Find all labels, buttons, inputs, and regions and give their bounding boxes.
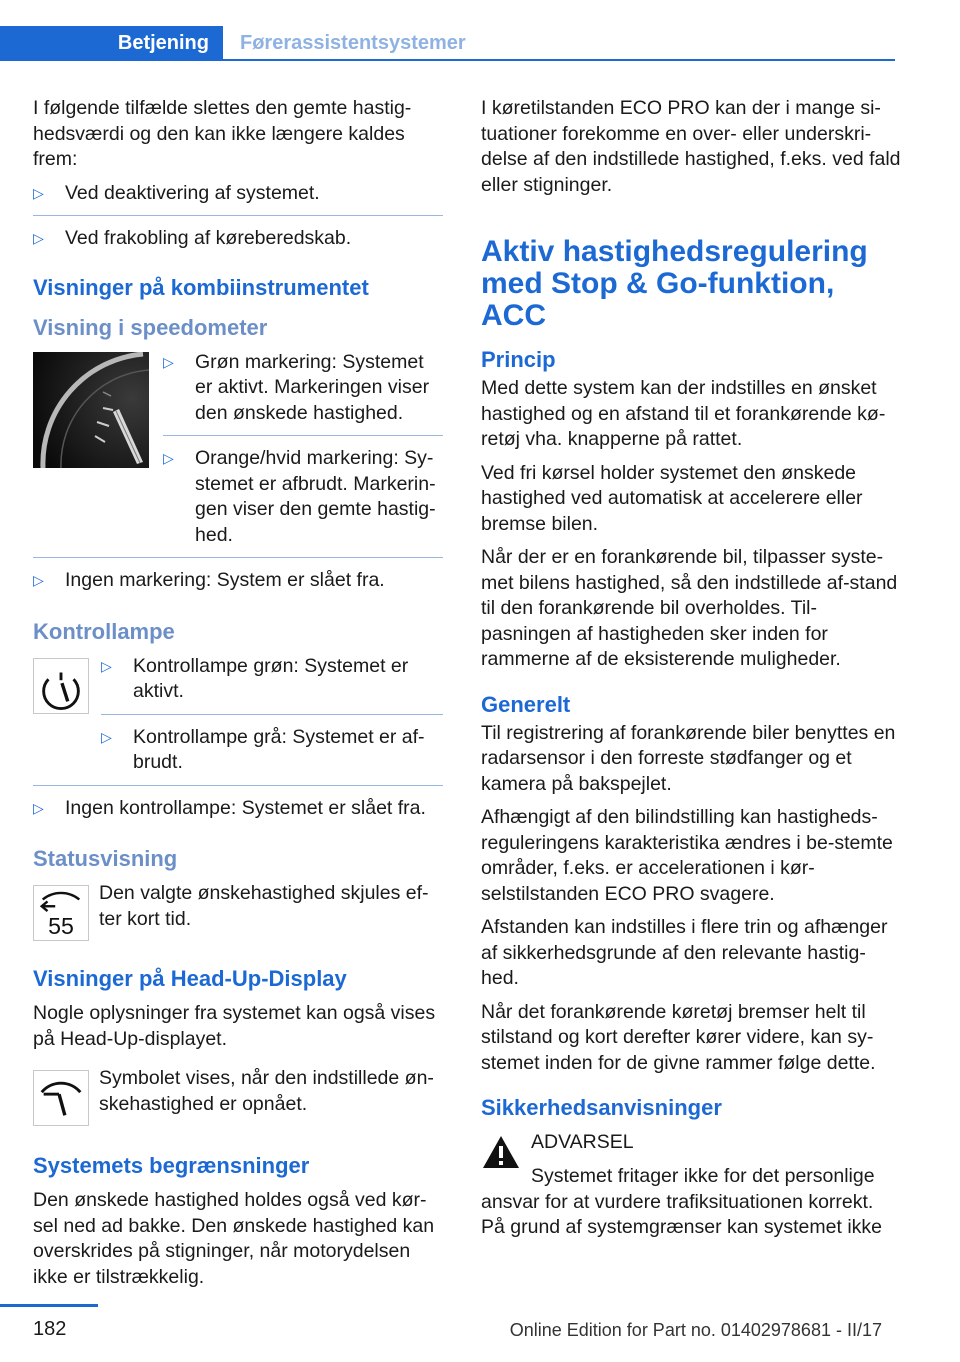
limits-text: Den ønskede hastighed holdes også ved kør-sel ned ad bakke. Den ønskede hastighed kan overskrides på stigninger, når motorydelsen ikke er tilstrækkelig.	[33, 1189, 435, 1288]
list-item: ▷ Ved frakobling af køreberedskab.	[33, 226, 443, 252]
warning-triangle-icon	[481, 1134, 521, 1170]
general-paragraph: Til registrering af forankørende biler benyttes en radarsensor i den forreste stødfanger og et kamera på bakspejlet.	[481, 721, 896, 795]
warning-text: Systemet fritager ikke for det personlige ansvar for at vurdere trafiksituationen korrekt. På grund af systemgrænser kan systemet ikke	[481, 1165, 882, 1238]
heading-limits: Systemets begrænsninger	[33, 1153, 310, 1178]
general-paragraph: Afhængigt af den bilindstilling kan hastigheds-reguleringens karakteristika ændres i be-stemte områder, f.eks. er accelerationen i kør-selstilstanden ECO PRO svagere.	[481, 806, 893, 905]
hud-section	[33, 1066, 443, 1126]
hud-text: Nogle oplysninger fra systemet kan også vises på Head-Up-displayet.	[33, 1002, 436, 1050]
speedometer-bullets	[163, 350, 443, 558]
kontrollampe-section	[33, 654, 443, 785]
right-column	[481, 96, 901, 1249]
footer-rule	[0, 1304, 98, 1307]
header-rule	[223, 59, 895, 61]
general-paragraph: Afstanden kan indstilles i flere trin og afhænger af sikkerhedsgrunde af den relevante hastig-hed.	[481, 916, 888, 989]
divider	[33, 557, 443, 558]
list-item: ▷ Ingen kontrollampe: Systemet er slået fra.	[33, 796, 443, 822]
triangle-bullet-icon: ▷	[33, 230, 44, 246]
triangle-bullet-icon: ▷	[163, 353, 174, 370]
divider	[163, 435, 443, 436]
left-column	[33, 96, 443, 1298]
heading-safety: Sikkerhedsanvisninger	[481, 1095, 722, 1120]
heading-displays: Visninger på kombiinstrumentet	[33, 274, 369, 300]
list-item: ▷ Ingen markering: System er slået fra.	[33, 568, 443, 594]
triangle-bullet-icon: ▷	[101, 657, 112, 674]
triangle-bullet-icon: ▷	[33, 184, 44, 201]
general-paragraph: Når det forankørende køretøj bremser helt til stilstand og kort derefter kører videre, kan sy-stemet inden for de givne rammer følge dette.	[481, 1000, 876, 1074]
eco-pro-text: I køretilstanden ECO PRO kan der i mange si-tuationer forekomme en over- eller underskri-delse af den indstillede hastighed, f.eks. ved fald eller stigninger.	[481, 97, 901, 196]
list-item: ▷ Orange/hvid markering: Sy-stemet er afbrudt. Markerin-gen viser den gemte hastig-hed.	[163, 446, 443, 548]
triangle-bullet-icon: ▷	[101, 728, 112, 745]
section-tab-betjening: Betjening	[0, 26, 223, 61]
heading-generelt: Generelt	[481, 691, 571, 717]
triangle-bullet-icon: ▷	[163, 450, 174, 466]
divider	[33, 215, 443, 216]
speed-limit-status-icon	[33, 885, 89, 941]
gauge-lamp-icon	[33, 658, 89, 714]
heading-princip: Princip	[481, 347, 556, 372]
hud-speed-reached-icon	[33, 1070, 89, 1126]
edition-text: Online Edition for Part no. 01402978681 - II/17	[509, 1320, 882, 1340]
svg-text:55: 55	[48, 913, 74, 940]
triangle-bullet-icon: ▷	[33, 572, 44, 588]
status-section	[33, 881, 443, 941]
list-item: ▷ Grøn markering: Systemet er aktivt. Markeringen viser den ønskede hastighed.	[163, 350, 443, 427]
speedometer-image	[33, 352, 149, 468]
page-number: 182	[33, 1318, 67, 1340]
triangle-bullet-icon: ▷	[33, 799, 44, 816]
speedometer-section	[33, 350, 443, 558]
intro-text: I følgende tilfælde slettes den gemte hastig-hedsværdi og den kan ikke længere kaldes frem:	[33, 97, 412, 170]
heading-acc: Aktiv hastighedsregulering med Stop & Go-funktion, ACC	[481, 235, 868, 332]
list-item: ▷ Kontrollampe grøn: Systemet er aktivt.	[101, 654, 443, 705]
warning-label: ADVARSEL	[531, 1131, 634, 1153]
heading-hud: Visninger på Head-Up-Display	[33, 966, 347, 991]
heading-speedometer: Visning i speedometer	[33, 314, 268, 340]
principle-paragraph: Når der er en forankørende bil, tilpasser syste-met bilens hastighed, så den indstillede af-stand til den forankørende bil overholdes. Til-pasningen af hastigheden sker inden for rammerne af de eksisterende muligheder.	[481, 546, 898, 670]
list-item: ▷ Ved deaktivering af systemet.	[33, 181, 443, 207]
page-header	[0, 0, 960, 62]
divider	[101, 714, 443, 715]
heading-statusvisning: Statusvisning	[33, 846, 178, 871]
heading-kontrollampe: Kontrollampe	[33, 618, 175, 644]
principle-paragraph: Ved fri kørsel holder systemet den ønskede hastighed ved automatisk at accelerere eller bremse bilen.	[481, 461, 863, 535]
status-text: Den valgte ønskehastighed skjules ef-ter kort tid.	[99, 882, 429, 930]
section-tab-forerassistent: Førerassistentsystemer	[240, 32, 466, 54]
kontrollampe-bullets	[101, 654, 443, 785]
divider	[33, 785, 443, 786]
hud-icon-text: Symbolet vises, når den indstillede øn-skehastighed er opnået.	[99, 1067, 434, 1115]
principle-paragraph: Med dette system kan der indstilles en ønsket hastighed og en afstand til et forankørende kø-retøj vha. knapperne på rattet.	[481, 377, 886, 450]
list-item: ▷ Kontrollampe grå: Systemet er af-brudt.	[101, 725, 443, 776]
